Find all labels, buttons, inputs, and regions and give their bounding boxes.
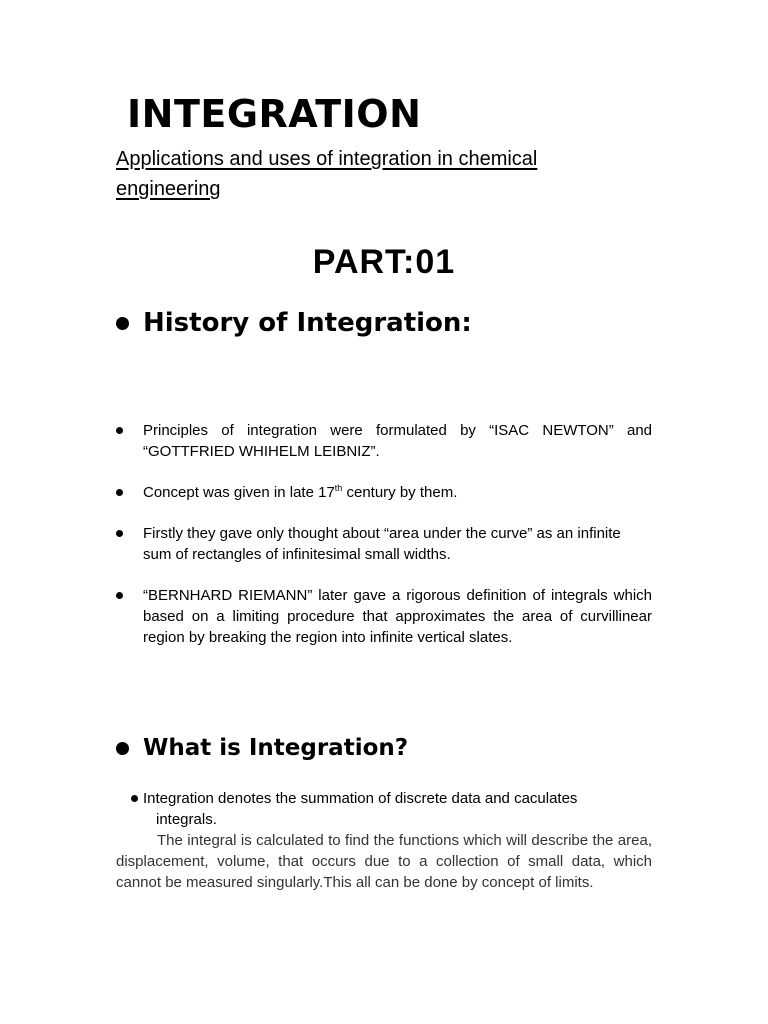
list-item <box>116 482 652 503</box>
history-bullet-2-superscript: th <box>334 483 343 493</box>
what-bullet-line-2: integrals. <box>156 811 217 828</box>
history-bullet-3-text: Firstly they gave only thought about “area under the curve” as an infinite sum of rectangles of infinitesimal small widths. <box>143 525 621 563</box>
bullet-icon <box>116 317 129 330</box>
bullet-icon <box>116 592 123 599</box>
what-section-body <box>116 788 652 908</box>
history-bullet-1-text: Principles of integration were formulated by “ISAC NEWTON” and “GOTTFRIED WHIHELM LEIBNIZ”. <box>143 422 652 460</box>
what-bullet-line-1: Integration denotes the summation of discrete data and caculates <box>143 790 578 807</box>
list-item <box>116 788 652 830</box>
bullet-icon <box>131 795 138 802</box>
history-bullet-4-text: “BERNHARD RIEMANN” later gave a rigorous definition of integrals which based on a limiting procedure that approximates the area of curvillinear region by breaking the region into infinite vertical slates. <box>143 587 652 646</box>
part-label: PART:01 <box>312 243 456 281</box>
history-bullet-2-text-before: Concept was given in late 17 <box>143 484 335 501</box>
bullet-icon <box>116 742 129 755</box>
history-heading <box>116 308 472 338</box>
bullet-icon <box>116 489 123 496</box>
history-heading-text: History of Integration: <box>143 308 472 338</box>
list-item <box>116 420 652 462</box>
what-heading <box>116 735 408 761</box>
what-paragraph: The integral is calculated to find the functions which will describe the area, displacement, volume, that occurs due to a collection of small data, which cannot be measured singularly.This all can be done by concept of limits. <box>116 832 652 891</box>
bullet-icon <box>116 530 123 537</box>
what-heading-text: What is Integration? <box>143 735 409 761</box>
list-item <box>116 523 652 565</box>
document-title: INTEGRATION <box>127 92 422 136</box>
list-item <box>116 585 652 648</box>
history-bullet-2-text-after: century by them. <box>342 484 458 501</box>
bullet-icon <box>116 427 123 434</box>
document-subtitle: Applications and uses of integration in chemical engineering <box>116 148 538 200</box>
history-bullet-list <box>116 420 652 668</box>
